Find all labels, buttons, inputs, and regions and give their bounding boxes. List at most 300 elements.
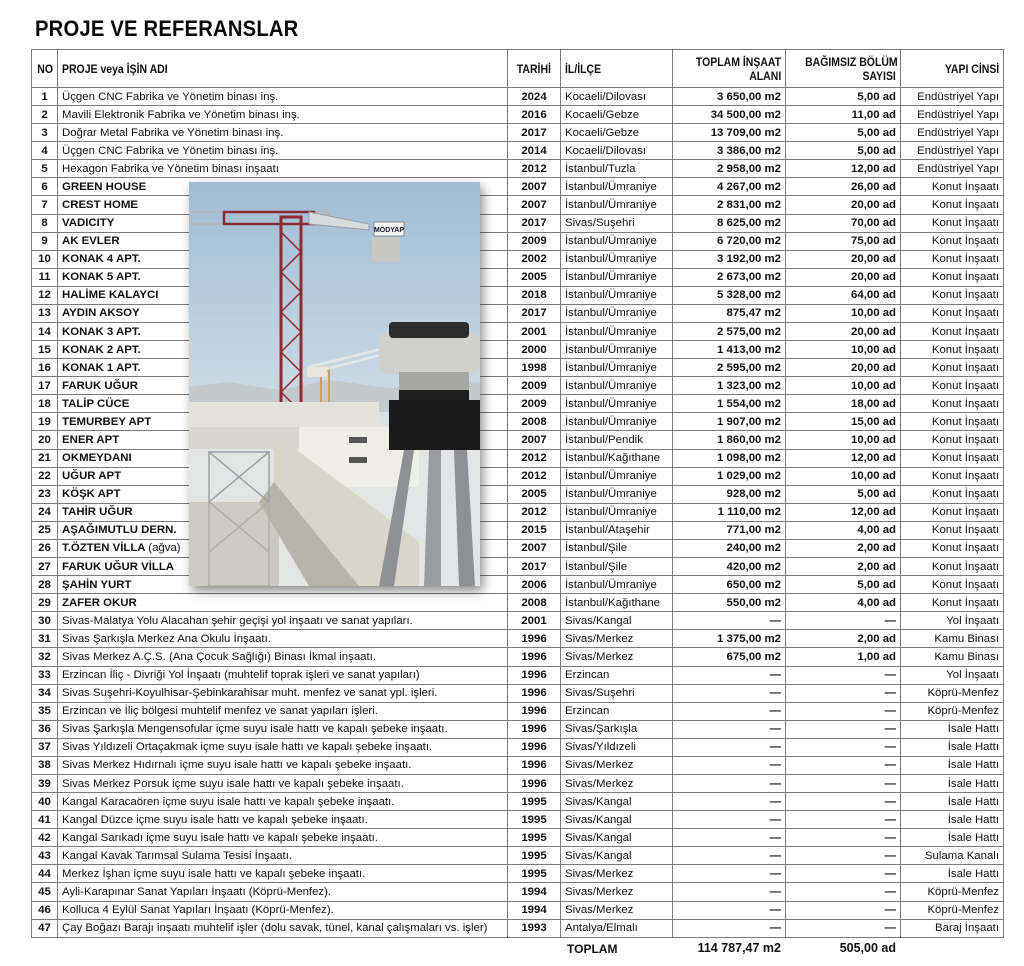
header-project-name: PROJE veya İŞİN ADI [58, 50, 508, 88]
total-area: 1 110,00 m2 [673, 503, 786, 521]
project-location: Sivas/Şarkışla [561, 720, 673, 738]
unit-count: 10,00 ad [786, 467, 901, 485]
table-row [32, 720, 1004, 738]
project-name: Kangal Düzce içme suyu isale hattı ve kapalı şebeke inşaatı. [58, 811, 508, 829]
project-year: 2005 [508, 485, 561, 503]
table-row [32, 630, 1004, 648]
total-area: — [673, 684, 786, 702]
building-type: İsale Hattı [901, 720, 1004, 738]
building-type: Konut İnşaatı [901, 503, 1004, 521]
table-row [32, 648, 1004, 666]
row-number: 28 [32, 576, 58, 594]
total-area: 34 500,00 m2 [673, 106, 786, 124]
unit-count: — [786, 720, 901, 738]
row-number: 7 [32, 196, 58, 214]
building-type: Konut İnşaatı [901, 521, 1004, 539]
table-row [32, 756, 1004, 774]
building-type: Baraj İnşaatı [901, 919, 1004, 937]
project-year: 2008 [508, 413, 561, 431]
total-area: 1 375,00 m2 [673, 630, 786, 648]
total-area: 2 831,00 m2 [673, 196, 786, 214]
row-number: 20 [32, 431, 58, 449]
project-location: İstanbul/Ümraniye [561, 286, 673, 304]
project-location: Sivas/Suşehri [561, 684, 673, 702]
unit-count: 64,00 ad [786, 286, 901, 304]
table-row [32, 811, 1004, 829]
project-location: İstanbul/Kağıthane [561, 449, 673, 467]
project-name: Kangal Karacaören içme suyu isale hattı ve kapalı şebeke inşaatı. [58, 793, 508, 811]
project-name: KONAK 5 APT. [58, 268, 508, 286]
unit-count: 10,00 ad [786, 304, 901, 322]
project-name: Sivas Yıldızeli Ortaçakmak içme suyu isale hattı ve kapalı şebeke inşaatı. [58, 738, 508, 756]
unit-count: — [786, 612, 901, 630]
project-name: UĞUR APT [58, 467, 508, 485]
total-area: — [673, 811, 786, 829]
unit-count: 2,00 ad [786, 630, 901, 648]
total-area: 1 907,00 m2 [673, 413, 786, 431]
unit-count: 12,00 ad [786, 503, 901, 521]
project-year: 2008 [508, 594, 561, 612]
project-name: T.ÖZTEN VİLLA (ağva) [58, 539, 508, 557]
unit-count: — [786, 738, 901, 756]
unit-count: 75,00 ad [786, 232, 901, 250]
row-number: 4 [32, 142, 58, 160]
row-number: 5 [32, 160, 58, 178]
project-year: 1998 [508, 359, 561, 377]
unit-count: — [786, 901, 901, 919]
building-type: Konut İnşaatı [901, 341, 1004, 359]
total-area: 13 709,00 m2 [673, 124, 786, 142]
row-number: 40 [32, 793, 58, 811]
project-name: Mavili Elektronik Fabrika ve Yönetim binası inş. [58, 106, 508, 124]
project-year: 1993 [508, 919, 561, 937]
project-name: CREST HOME [58, 196, 508, 214]
project-year: 2017 [508, 124, 561, 142]
unit-count: 15,00 ad [786, 413, 901, 431]
building-type: Endüstriyel Yapı [901, 88, 1004, 106]
project-location: Sivas/Merkez [561, 756, 673, 774]
project-year: 1996 [508, 756, 561, 774]
row-number: 16 [32, 359, 58, 377]
unit-count: 70,00 ad [786, 214, 901, 232]
building-type: Konut İnşaatı [901, 232, 1004, 250]
building-type: Kamu Binası [901, 630, 1004, 648]
total-area: 3 650,00 m2 [673, 88, 786, 106]
project-name: AŞAĞIMUTLU DERN. [58, 521, 508, 539]
header-unit-count: BAĞIMSIZ BÖLÜM SAYISI [786, 50, 901, 88]
building-type: Konut İnşaatı [901, 485, 1004, 503]
row-number: 41 [32, 811, 58, 829]
project-name: Sivas Şarkışla Merkez Ana Okulu İnşaatı. [58, 630, 508, 648]
total-area: — [673, 919, 786, 937]
project-location: İstanbul/Ümraniye [561, 485, 673, 503]
unit-count: 11,00 ad [786, 106, 901, 124]
project-year: 1996 [508, 684, 561, 702]
row-number: 15 [32, 341, 58, 359]
unit-count: 12,00 ad [786, 449, 901, 467]
project-location: İstanbul/Ataşehir [561, 521, 673, 539]
project-year: 1996 [508, 648, 561, 666]
total-area: — [673, 774, 786, 792]
project-name: Sivas Merkez Porsuk içme suyu isale hattı ve kapalı şebeke inşaatı. [58, 774, 508, 792]
total-area: 1 029,00 m2 [673, 467, 786, 485]
row-number: 27 [32, 558, 58, 576]
table-row [32, 250, 1004, 268]
project-location: İstanbul/Tuzla [561, 160, 673, 178]
total-area: 8 625,00 m2 [673, 214, 786, 232]
project-year: 1995 [508, 829, 561, 847]
project-year: 1996 [508, 738, 561, 756]
building-type: Konut İnşaatı [901, 359, 1004, 377]
total-area: 3 192,00 m2 [673, 250, 786, 268]
building-type: Endüstriyel Yapı [901, 142, 1004, 160]
unit-count: 20,00 ad [786, 359, 901, 377]
building-type: Yol İnşaatı [901, 666, 1004, 684]
table-row [32, 377, 1004, 395]
building-type: Konut İnşaatı [901, 576, 1004, 594]
row-number: 21 [32, 449, 58, 467]
project-name: Merkez İşhan içme suyu isale hattı ve kapalı şebeke inşaatı. [58, 865, 508, 883]
total-area: 928,00 m2 [673, 485, 786, 503]
building-type: Konut İnşaatı [901, 431, 1004, 449]
table-row [32, 160, 1004, 178]
building-type: Konut İnşaatı [901, 268, 1004, 286]
row-number: 46 [32, 901, 58, 919]
project-year: 1996 [508, 630, 561, 648]
total-area: 420,00 m2 [673, 558, 786, 576]
project-year: 1996 [508, 702, 561, 720]
row-number: 13 [32, 304, 58, 322]
table-row [32, 684, 1004, 702]
building-type: Köprü-Menfez [901, 684, 1004, 702]
building-type: Köprü-Menfez [901, 702, 1004, 720]
totals-area: 114 787,47 m2 [697, 941, 781, 955]
unit-count: — [786, 847, 901, 865]
building-type: Konut İnşaatı [901, 304, 1004, 322]
row-number: 43 [32, 847, 58, 865]
unit-count: — [786, 666, 901, 684]
building-type: Yol İnşaatı [901, 612, 1004, 630]
project-year: 2012 [508, 449, 561, 467]
project-location: İstanbul/Ümraniye [561, 467, 673, 485]
table-row [32, 395, 1004, 413]
table-row [32, 919, 1004, 937]
row-number: 17 [32, 377, 58, 395]
project-location: İstanbul/Ümraniye [561, 323, 673, 341]
total-area: 1 413,00 m2 [673, 341, 786, 359]
table-row [32, 883, 1004, 901]
project-location: Sivas/Merkez [561, 883, 673, 901]
total-area: 771,00 m2 [673, 521, 786, 539]
total-area: 240,00 m2 [673, 539, 786, 557]
row-number: 22 [32, 467, 58, 485]
project-location: Kocaeli/Gebze [561, 106, 673, 124]
table-row [32, 865, 1004, 883]
construction-photo-illustration [189, 182, 480, 586]
building-type: Köprü-Menfez [901, 901, 1004, 919]
project-name: FARUK UĞUR VİLLA [58, 558, 508, 576]
project-location: Erzincan [561, 666, 673, 684]
total-area: — [673, 847, 786, 865]
unit-count: 1,00 ad [786, 648, 901, 666]
project-year: 2012 [508, 160, 561, 178]
unit-count: 10,00 ad [786, 341, 901, 359]
total-area: 1 098,00 m2 [673, 449, 786, 467]
project-name: VADICITY [58, 214, 508, 232]
building-type: Endüstriyel Yapı [901, 106, 1004, 124]
project-name: TEMURBEY APT [58, 413, 508, 431]
unit-count: 5,00 ad [786, 124, 901, 142]
unit-count: 26,00 ad [786, 178, 901, 196]
project-year: 2001 [508, 323, 561, 341]
building-type: Konut İnşaatı [901, 558, 1004, 576]
table-row [32, 829, 1004, 847]
unit-count: 2,00 ad [786, 539, 901, 557]
total-area: 3 386,00 m2 [673, 142, 786, 160]
row-number: 31 [32, 630, 58, 648]
row-number: 33 [32, 666, 58, 684]
table-row [32, 214, 1004, 232]
row-number: 34 [32, 684, 58, 702]
unit-count: — [786, 829, 901, 847]
building-type: Konut İnşaatı [901, 214, 1004, 232]
table-row [32, 702, 1004, 720]
total-area: — [673, 829, 786, 847]
table-row [32, 88, 1004, 106]
table-row [32, 124, 1004, 142]
unit-count: 2,00 ad [786, 558, 901, 576]
table-row [32, 304, 1004, 322]
project-name: Hexagon Fabrika ve Yönetim binası inşaatı [58, 160, 508, 178]
project-name: AYDIN AKSOY [58, 304, 508, 322]
total-area: — [673, 865, 786, 883]
project-name: KONAK 4 APT. [58, 250, 508, 268]
row-number: 1 [32, 88, 58, 106]
totals-units: 505,00 ad [839, 941, 896, 955]
unit-count: 5,00 ad [786, 485, 901, 503]
table-row [32, 467, 1004, 485]
project-location: Kocaeli/Dilovası [561, 88, 673, 106]
building-type: Kamu Binası [901, 648, 1004, 666]
unit-count: — [786, 774, 901, 792]
building-type: Köprü-Menfez [901, 883, 1004, 901]
building-type: Konut İnşaatı [901, 449, 1004, 467]
project-year: 1996 [508, 666, 561, 684]
project-name: KONAK 1 APT. [58, 359, 508, 377]
total-area: 550,00 m2 [673, 594, 786, 612]
row-number: 10 [32, 250, 58, 268]
project-year: 2007 [508, 196, 561, 214]
table-row [32, 178, 1004, 196]
row-number: 11 [32, 268, 58, 286]
building-type: İsale Hattı [901, 793, 1004, 811]
page-title: PROJE VE REFERANSLAR [35, 16, 299, 41]
project-location: Sivas/Merkez [561, 901, 673, 919]
row-number: 47 [32, 919, 58, 937]
building-type: Sulama Kanalı [901, 847, 1004, 865]
project-name: Sivas-Malatya Yolu Alacahan şehir geçişi yol inşaatı ve sanat yapıları. [58, 612, 508, 630]
building-type: Konut İnşaatı [901, 594, 1004, 612]
project-year: 1995 [508, 865, 561, 883]
unit-count: — [786, 793, 901, 811]
unit-count: — [786, 865, 901, 883]
project-name: Kangal Sarıkadı içme suyu isale hattı ve kapalı şebeke inşaatı. [58, 829, 508, 847]
project-location: İstanbul/Şile [561, 558, 673, 576]
project-year: 2009 [508, 232, 561, 250]
total-area: — [673, 720, 786, 738]
unit-count: — [786, 811, 901, 829]
project-location: Sivas/Kangal [561, 793, 673, 811]
project-name: Kangal Kavak Tarımsal Sulama Tesisi İnşaatı. [58, 847, 508, 865]
total-area: — [673, 793, 786, 811]
total-area: 2 575,00 m2 [673, 323, 786, 341]
project-name: ZAFER OKUR [58, 594, 508, 612]
project-year: 2012 [508, 503, 561, 521]
header-year: TARİHİ [508, 50, 561, 88]
table-row [32, 612, 1004, 630]
project-location: Sivas/Kangal [561, 612, 673, 630]
row-number: 3 [32, 124, 58, 142]
table-row [32, 449, 1004, 467]
project-name: ŞAHİN YURT [58, 576, 508, 594]
row-number: 18 [32, 395, 58, 413]
building-type: İsale Hattı [901, 738, 1004, 756]
total-area: — [673, 883, 786, 901]
project-name: Doğrar Metal Fabrika ve Yönetim binası inş. [58, 124, 508, 142]
row-number: 24 [32, 503, 58, 521]
table-row [32, 323, 1004, 341]
table-row [32, 485, 1004, 503]
unit-count: 10,00 ad [786, 431, 901, 449]
project-location: Sivas/Merkez [561, 630, 673, 648]
project-location: İstanbul/Ümraniye [561, 576, 673, 594]
table-row [32, 738, 1004, 756]
project-location: Sivas/Kangal [561, 847, 673, 865]
total-area: — [673, 612, 786, 630]
total-area: — [673, 702, 786, 720]
project-name: GREEN HOUSE [58, 178, 508, 196]
building-type: Endüstriyel Yapı [901, 160, 1004, 178]
project-year: 1995 [508, 811, 561, 829]
project-name: Ayli-Karapınar Sanat Yapıları İnşaatı (Köprü-Menfez). [58, 883, 508, 901]
project-name: AK EVLER [58, 232, 508, 250]
project-location: İstanbul/Ümraniye [561, 250, 673, 268]
building-type: İsale Hattı [901, 756, 1004, 774]
project-location: İstanbul/Ümraniye [561, 304, 673, 322]
project-name: KONAK 3 APT. [58, 323, 508, 341]
svg-text:MODYAP: MODYAP [373, 227, 405, 234]
header-total-area: TOPLAM İNŞAAT ALANI [673, 50, 786, 88]
unit-count: 5,00 ad [786, 576, 901, 594]
row-number: 39 [32, 774, 58, 792]
project-year: 2016 [508, 106, 561, 124]
row-number: 29 [32, 594, 58, 612]
project-year: 2007 [508, 178, 561, 196]
project-year: 1996 [508, 720, 561, 738]
project-year: 2007 [508, 431, 561, 449]
totals-label: TOPLAM [567, 942, 618, 956]
project-year: 1994 [508, 901, 561, 919]
row-number: 14 [32, 323, 58, 341]
row-number: 12 [32, 286, 58, 304]
project-name: Sivas Şarkışla Mengensofular içme suyu isale hattı ve kapalı şebeke inşaatı. [58, 720, 508, 738]
project-name: Üçgen CNC Fabrika ve Yönetim binası inş. [58, 142, 508, 160]
project-location: Antalya/Elmalı [561, 919, 673, 937]
construction-site-photo [189, 182, 480, 586]
project-location: Sivas/Merkez [561, 648, 673, 666]
table-row [32, 232, 1004, 250]
project-name: Kolluca 4 Eylül Sanat Yapıları İnşaatı (Köprü-Menfez). [58, 901, 508, 919]
unit-count: 5,00 ad [786, 88, 901, 106]
total-area: — [673, 666, 786, 684]
table-row [32, 286, 1004, 304]
building-type: Konut İnşaatı [901, 286, 1004, 304]
project-name: Çay Boğazı Barajı inşaatı muhtelif işler (dolu savak, tünel, kanal çalışmaları vs. işler) [58, 919, 508, 937]
project-location: Kocaeli/Gebze [561, 124, 673, 142]
total-area: — [673, 738, 786, 756]
table-row [32, 503, 1004, 521]
building-type: Konut İnşaatı [901, 250, 1004, 268]
total-area: 2 958,00 m2 [673, 160, 786, 178]
unit-count: — [786, 919, 901, 937]
table-row [32, 793, 1004, 811]
row-number: 8 [32, 214, 58, 232]
table-row [32, 847, 1004, 865]
building-type: Endüstriyel Yapı [901, 124, 1004, 142]
row-number: 35 [32, 702, 58, 720]
totals-row [0, 937, 1024, 961]
project-location: İstanbul/Ümraniye [561, 196, 673, 214]
unit-count: 12,00 ad [786, 160, 901, 178]
unit-count: 5,00 ad [786, 142, 901, 160]
row-number: 32 [32, 648, 58, 666]
total-area: 2 673,00 m2 [673, 268, 786, 286]
project-location: İstanbul/Ümraniye [561, 395, 673, 413]
unit-count: 20,00 ad [786, 250, 901, 268]
project-location: Sivas/Merkez [561, 865, 673, 883]
project-year: 2017 [508, 214, 561, 232]
project-year: 2017 [508, 304, 561, 322]
project-name: FARUK UĞUR [58, 377, 508, 395]
project-year: 2024 [508, 88, 561, 106]
unit-count: 20,00 ad [786, 323, 901, 341]
total-area: — [673, 901, 786, 919]
total-area: 1 323,00 m2 [673, 377, 786, 395]
building-type: Konut İnşaatı [901, 467, 1004, 485]
total-area: 1 554,00 m2 [673, 395, 786, 413]
total-area: 4 267,00 m2 [673, 178, 786, 196]
project-location: İstanbul/Ümraniye [561, 178, 673, 196]
unit-count: — [786, 756, 901, 774]
table-row [32, 431, 1004, 449]
project-name: TAHİR UĞUR [58, 503, 508, 521]
project-name: Erzincan ve İliç bölgesi muhtelif menfez ve sanat yapıları işleri. [58, 702, 508, 720]
project-location: Kocaeli/Dilovası [561, 142, 673, 160]
header-no: NO [32, 50, 58, 88]
building-type: Konut İnşaatı [901, 323, 1004, 341]
project-year: 2001 [508, 612, 561, 630]
header-location: İL/İLÇE [561, 50, 673, 88]
project-location: Sivas/Merkez [561, 774, 673, 792]
table-row [32, 576, 1004, 594]
project-location: İstanbul/Ümraniye [561, 377, 673, 395]
total-area: 2 595,00 m2 [673, 359, 786, 377]
building-type: Konut İnşaatı [901, 377, 1004, 395]
project-name: ENER APT [58, 431, 508, 449]
project-year: 1995 [508, 793, 561, 811]
project-year: 1995 [508, 847, 561, 865]
table-row [32, 558, 1004, 576]
